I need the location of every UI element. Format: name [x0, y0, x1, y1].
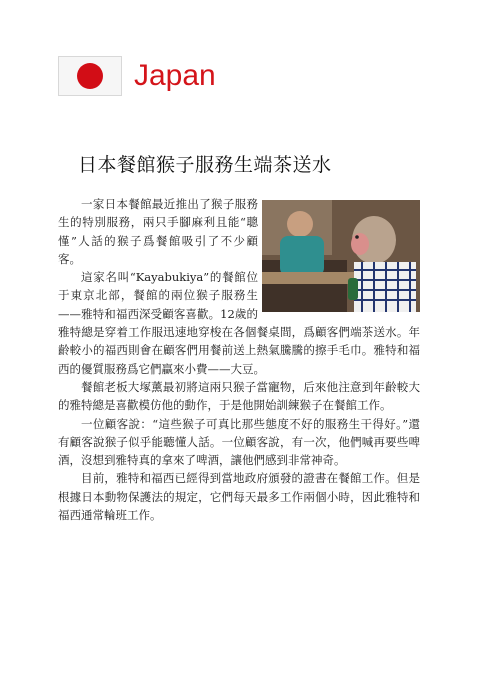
- article-paragraph-text: 這家名叫“Kayabukiya”的餐館位于東京北部，餐館的兩位猴子服務生——雅特和福西深受顧客喜歡。12歲的雅特總是穿着工作服迅速地穿梭在各個餐桌間，爲顧客們端茶送水。年齡較小的福西則會在顧客們用餐前送上熱氣騰騰的擦手毛巾。雅特和福西的優質服務爲它們贏來小費——大豆。: [58, 270, 420, 376]
- japan-flag-icon: [58, 56, 122, 96]
- article-paragraph: [58, 268, 420, 378]
- article-body: [58, 195, 420, 524]
- flag-red-disc: [77, 63, 103, 89]
- article-paragraph: 餐館老板大塚薰最初將這兩只猴子當寵物，后來他注意到年齡較大的雅特總是喜歡模仿他的動作，于是他開始訓練猴子在餐館工作。: [58, 379, 420, 413]
- country-name: Japan: [134, 59, 216, 92]
- country-header: [58, 56, 216, 96]
- article-wrapped-text: [58, 195, 420, 268]
- article-title: 日本餐館猴子服務生端茶送水: [78, 154, 332, 176]
- article-paragraph: 目前，雅特和福西已經得到當地政府頒發的證書在餐館工作。但是根據日本動物保護法的規定，它們每天最多工作兩個小時，因此雅特和福西通常輪班工作。: [58, 471, 420, 523]
- article-paragraph: 一位顧客說：“這些猴子可真比那些態度不好的服務生干得好。”還有顧客說猴子似乎能聽懂人話。一位顧客說，有一次，他們喊再要些啤酒，沒想到雅特真的拿來了啤酒，讓他們感到非常神奇。: [58, 416, 420, 468]
- article-paragraph: 一家日本餐館最近推出了猴子服務生的特別服務，兩只手腳麻利且能“聰慬”人話的猴子爲餐館吸引了不少顧客。: [58, 197, 258, 266]
